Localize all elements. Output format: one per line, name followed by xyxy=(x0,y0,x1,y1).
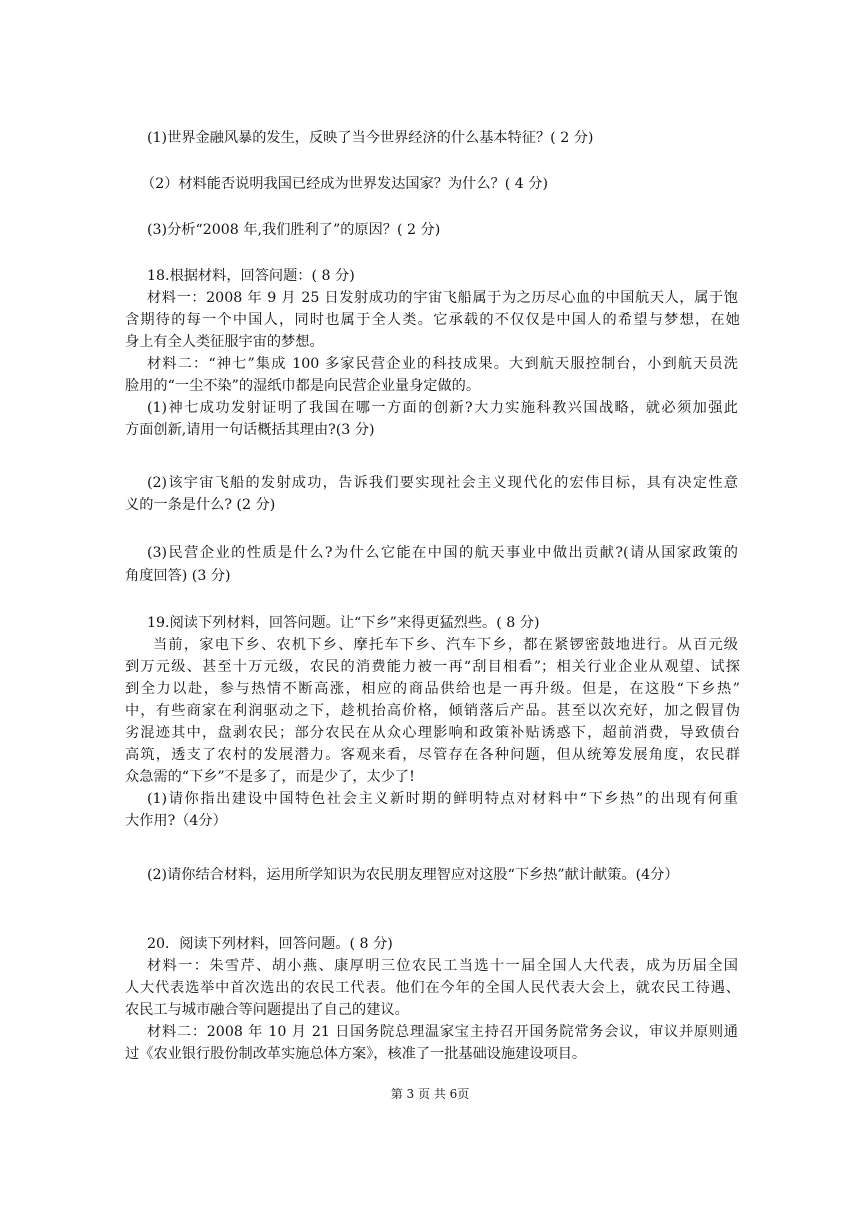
q20-material2-line1: 材料二：2008 年 10 月 21 日国务院总理温家宝主持召开国务院常务会议，审议并原则通 xyxy=(147,1024,738,1040)
q18-heading: 18.根据材料，回答问题：( 8 分) xyxy=(147,268,355,284)
q19-part1-line2: 大作用?（4分） xyxy=(125,813,227,829)
q20-material1-line1: 材料一：朱雪芹、胡小燕、康厚明三位农民工当选十一届全国人大代表，成为历届全国 xyxy=(147,958,738,974)
q19-material-line1: 当前，家电下乡、农机下乡、摩托车下乡、汽车下乡，都在紧锣密鼓地进行。从百元级 xyxy=(153,637,738,653)
q18-material1-line1: 材料一：2008 年 9 月 25 日发射成功的宇宙飞船属于为之历尽心血的中国航天人，属于饱 xyxy=(147,290,738,306)
q20-heading: 20．阅读下列材料，回答问题。( 8 分) xyxy=(147,936,393,952)
q19-heading: 19.阅读下列材料，回答问题。让“下乡”来得更猛烈些。( 8 分) xyxy=(147,615,540,631)
q18-part3-line1: (3)民营企业的性质是什么?为什么它能在中国的航天事业中做出贡献?(请从国家政策的 xyxy=(147,545,738,561)
q18-material2-line1: 材料二：“神七”集成 100 多家民营企业的科技成果。大到航天服控制台，小到航天员洗 xyxy=(147,356,738,372)
q19-material-line3: 到全力以赴，参与热情不断高涨，相应的商品供给也是一再升级。但是，在这股“下乡热” xyxy=(125,681,740,697)
q19-part1-line1: (1)请你指出建设中国特色社会主义新时期的鲜明特点对材料中“下乡热”的出现有何重 xyxy=(147,791,738,807)
page-footer: 第 3 页 共 6页 xyxy=(390,1087,470,1101)
q18-material1-line3: 身上有全人类征服宇宙的梦想。 xyxy=(125,334,324,350)
q19-part2: (2)请你结合材料，运用所学知识为农民朋友理智应对这股“下乡热”献计献策。(4分） xyxy=(147,867,679,883)
q18-material2-line2: 脸用的“一尘不染”的湿纸巾都是向民营企业量身定做的。 xyxy=(125,378,481,394)
q18-material1-line2: 含期待的每一个中国人，同时也属于全人类。它承载的不仅仅是中国人的希望与梦想，在她 xyxy=(125,312,740,328)
q20-material1-line3: 农民工与城市融合等问题提出了自己的建议。 xyxy=(125,1002,409,1018)
q19-material-line4: 中，有些商家在利润驱动之下，趁机抬高价格，倾销落后产品。甚至以次充好，加之假冒伪 xyxy=(125,703,740,719)
q18-part3-line2: 角度回答) (3 分) xyxy=(125,568,231,584)
q20-material2-line2: 过《农业银行股份制改革实施总体方案》，核准了一批基础设施建设项目。 xyxy=(125,1046,587,1062)
q17-part2: （2）材料能否说明我国已经成为世界发达国家？为什么？( 4 分) xyxy=(141,176,549,192)
q18-part2-line1: (2)该宇宙飞船的发射成功，告诉我们要实现社会主义现代化的宏伟目标，具有决定性意 xyxy=(147,475,738,491)
q20-material1-line2: 人大代表选举中首次选出的农民工代表。他们在今年的全国人民代表大会上，就农民工待遇、 xyxy=(125,980,740,996)
q17-part3: (3)分析“2008 年,我们胜利了”的原因？( 2 分) xyxy=(147,222,441,238)
q19-material-line6: 高筑，透支了农村的发展潜力。客观来看，尽管存在各种问题，但从统筹发展角度，农民群 xyxy=(125,747,740,763)
q18-part1-line2: 方面创新,请用一句话概括其理由?(3 分) xyxy=(125,422,375,438)
q19-material-line7: 众急需的“下乡”不是多了，而是少了，太少了! xyxy=(125,769,415,785)
q18-part2-line2: 义的一条是什么? (2 分) xyxy=(125,497,276,513)
q18-part1-line1: (1)神七成功发射证明了我国在哪一方面的创新?大力实施科教兴国战略，就必须加强此 xyxy=(147,400,738,416)
q19-material-line2: 到万元级、甚至十万元级，农民的消费能力被一再“刮目相看”；相关行业企业从观望、试探 xyxy=(125,659,740,675)
q19-material-line5: 劣混迹其中，盘剥农民；部分农民在从众心理影响和政策补贴诱惑下，超前消费，导致债台 xyxy=(125,725,740,741)
q17-part1: (1)世界金融风暴的发生，反映了当今世界经济的什么基本特征？( 2 分) xyxy=(147,130,594,146)
